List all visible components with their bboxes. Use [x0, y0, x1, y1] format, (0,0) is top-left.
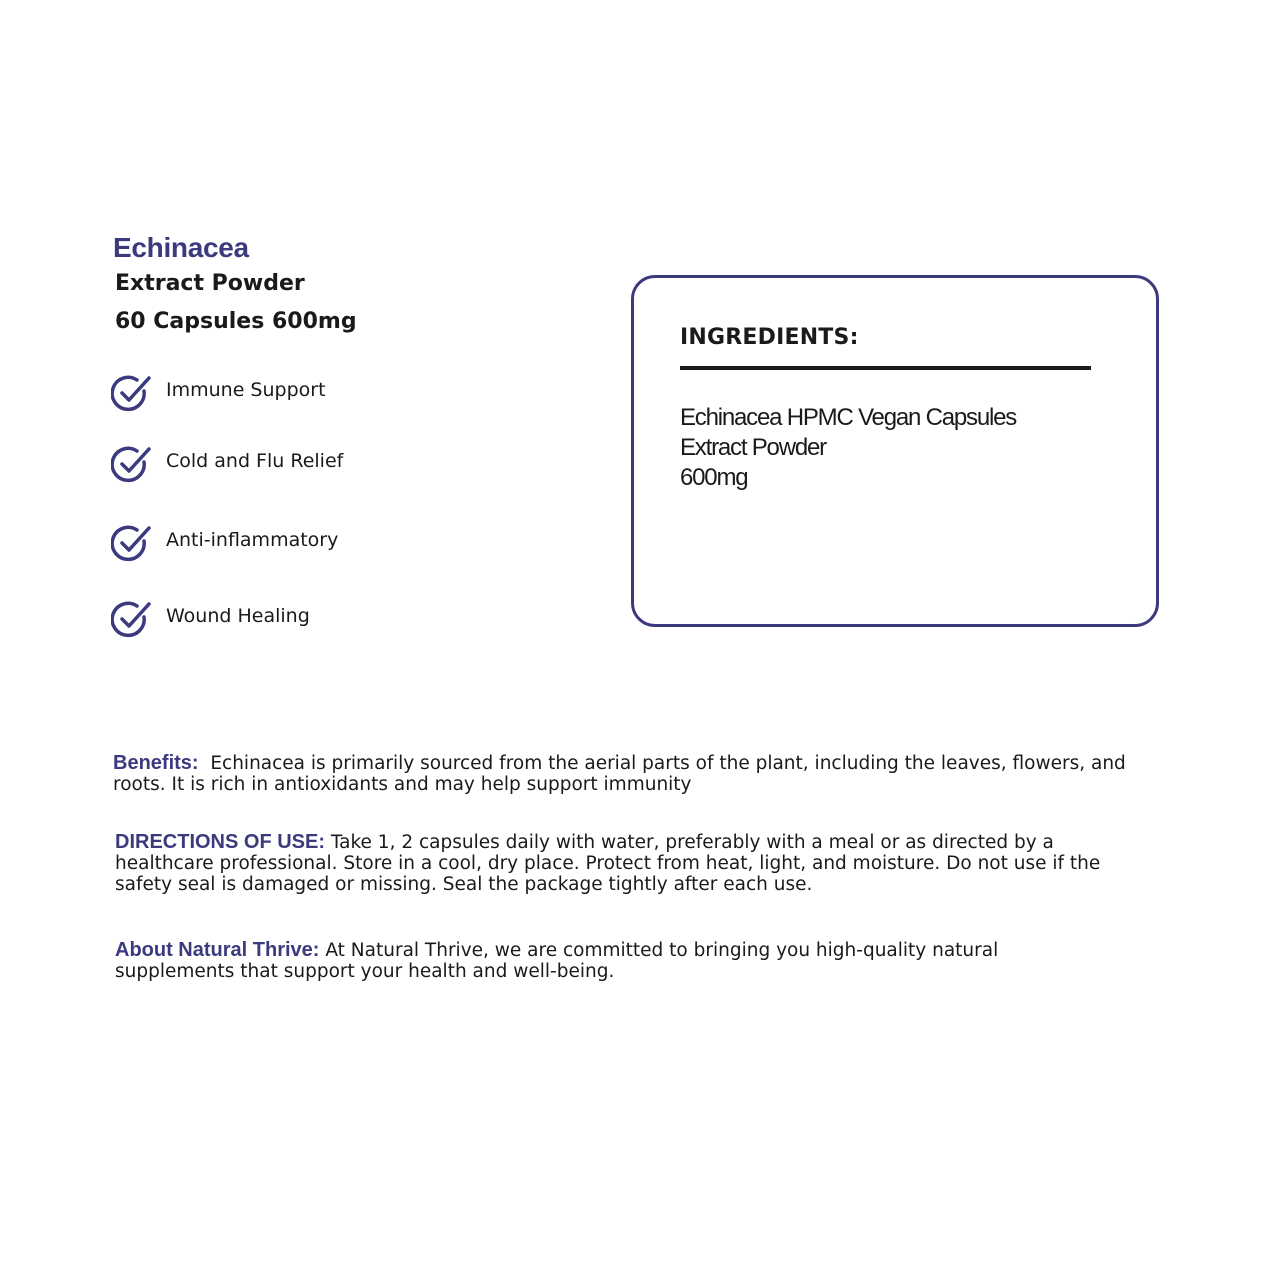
directions-text: Take 1, 2 capsules daily with water, preferably with a meal or as directed by a healthcare professional. Store in a cool, dry place. Protect from heat, light, and moisture. Do not use if the safety seal is damaged or missing. Seal the package tightly after each use.: [115, 832, 1101, 895]
benefits-text: Echinacea is primarily sourced from the aerial parts of the plant, including the leaves, flowers, and roots. It is rich in antioxidants and may help support immunity: [113, 753, 1126, 795]
check-circle-icon: [111, 445, 153, 483]
benefits-label: Benefits:: [113, 752, 199, 774]
product-title: Echinacea: [113, 232, 249, 263]
benefit-label: Anti-inflammatory: [166, 529, 339, 551]
benefit-label: Cold and Flu Relief: [166, 450, 344, 472]
benefit-label: Wound Healing: [166, 605, 310, 627]
ingredient-line: Extract Powder: [680, 434, 826, 461]
check-circle-icon: [111, 524, 153, 562]
check-circle-icon: [111, 374, 153, 412]
product-form: Extract Powder: [115, 271, 305, 296]
ingredients-divider: [680, 366, 1091, 370]
about-label: About Natural Thrive:: [115, 939, 320, 961]
benefits-paragraph: [113, 753, 1173, 795]
directions-paragraph: [115, 832, 1155, 895]
directions-label: DIRECTIONS OF USE:: [115, 831, 326, 853]
about-text: At Natural Thrive, we are committed to bringing you high-quality natural supplements that support your health and well-being.: [115, 940, 999, 982]
benefit-item: [111, 374, 511, 414]
product-size: 60 Capsules 600mg: [115, 309, 357, 334]
benefit-item: [111, 600, 511, 640]
check-circle-icon: [111, 600, 153, 638]
benefit-label: Immune Support: [166, 379, 326, 401]
about-paragraph: [115, 940, 1075, 982]
ingredients-heading: INGREDIENTS:: [680, 325, 859, 350]
benefit-item: [111, 445, 511, 485]
ingredient-line: 600mg: [680, 464, 748, 491]
ingredient-line: Echinacea HPMC Vegan Capsules: [680, 404, 1017, 431]
ingredients-box: [631, 275, 1159, 627]
benefit-item: [111, 524, 511, 564]
